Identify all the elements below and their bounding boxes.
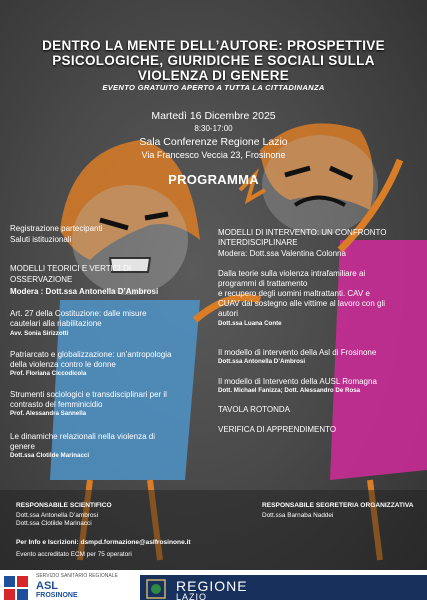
ausl-romagna-talk: Il modello di Intervento della AUSL Romagna	[218, 377, 377, 386]
event-venue: Sala Conferenze Regione Lazio	[139, 136, 288, 148]
asl-frosinone-talk: Il modello di intervento della Asl di Frosinone	[218, 348, 377, 357]
regione-emblem-icon	[146, 579, 166, 599]
asl-wordmark: ASL	[36, 580, 58, 592]
dinamiche-line-2: genere	[10, 442, 35, 451]
teorie-line-1: Dalla teorie sulla violenza intrafamiliare ai	[218, 269, 366, 278]
title-line-3: VIOLENZA DI GENERE	[137, 68, 290, 83]
strumenti-line-1: Strumenti sociologici e transdisciplinari per il	[10, 390, 167, 399]
asl-frosinone-speaker: Dott.ssa Antonella D’Ambrosi	[218, 358, 306, 365]
title-line-2: PSICOLOGICHE, GIURIDICHE E SOCIALI SULLA	[52, 53, 375, 68]
dinamiche-line-1: Le dinamiche relazionali nella violenza di	[10, 432, 155, 441]
patriarcato-speaker: Prof. Floriana Ciccodicola	[10, 370, 87, 377]
resp-scientifico-1: Dott.ssa Antonella D’ambrosi	[16, 512, 99, 519]
resp-scientifico-label: RESPONSABILE SCIENTIFICO	[16, 502, 112, 509]
tavola-rotonda: TAVOLA ROTONDA	[218, 405, 291, 414]
teorie-line-2: programmi di trattamento	[218, 279, 308, 288]
regione-wordmark: REGIONE	[176, 578, 248, 594]
teorie-line-5: autori	[218, 309, 239, 318]
registrazione: Registrazione partecipanti	[10, 224, 103, 233]
lazio-wordmark: LAZIO	[176, 592, 208, 600]
verifica-apprendimento: VERIFICA DI APPRENDIMENTO	[218, 425, 337, 434]
resp-segreteria-label: RESPONSABILE SEGRETERIA ORGANIZZATIVA	[262, 502, 414, 509]
patriarcato-line-1: Patriarcato e globalizzazione: un’antropologia	[10, 350, 172, 359]
ssr-label: SERVIZIO SANITARIO REGIONALE	[36, 573, 118, 579]
right-session-title-1: MODELLI DI INTERVENTO: UN CONFRONTO	[218, 228, 387, 237]
teorie-speaker: Dott.ssa Luana Conte	[218, 320, 282, 327]
asl-city: FROSINONE	[36, 592, 78, 599]
programma-heading: PROGRAMMA	[168, 172, 259, 187]
patriarcato-line-2: della violenza contro le donne	[10, 360, 116, 369]
art27-line-1: Art. 27 della Costituzione: dalle misure	[10, 309, 147, 318]
art27-speaker: Avv. Sonia Sirizzotti	[10, 330, 69, 337]
right-session-title-2: INTERDISCIPLINARE	[218, 238, 298, 247]
title-line-1: DENTRO LA MENTE DELL’AUTORE: PROSPETTIVE	[42, 38, 385, 53]
resp-segreteria-1: Dott.ssa Barnaba Naddei	[262, 512, 334, 519]
art27-line-2: cautelari alla riabilitazione	[10, 319, 102, 328]
event-date: Martedì 16 Dicembre 2025	[151, 110, 276, 122]
dinamiche-speaker: Dott.ssa Clotilde Marinacci	[10, 452, 90, 459]
right-moderator: Modera: Dott.ssa Valentina Colonna	[218, 249, 346, 258]
strumenti-speaker: Prof. Alessandra Sannella	[10, 410, 87, 417]
teorie-line-3: e recupero degli uomini maltrattanti. CAV e	[218, 289, 370, 298]
left-moderator: Modera : Dott.ssa Antonella D’Ambrosi	[10, 287, 159, 296]
resp-scientifico-2: Dott.ssa Clotilde Marinacci	[16, 520, 92, 527]
strumenti-line-2: contrasto del femminicidio	[10, 400, 103, 409]
info-iscrizioni: Per Info e Iscrizioni: dsmpd.formazione@aslfrosinone.it	[16, 539, 191, 546]
asl-logo-icon	[4, 576, 28, 600]
event-address: Via Francesco Veccia 23, Frosinone	[141, 150, 286, 160]
ausl-romagna-speaker: Dott. Michael Fanizza; Dott. Alessandro De Rosa	[218, 387, 361, 394]
left-session-title-2: OSSERVAZIONE	[10, 275, 73, 284]
saluti: Saluti istituzionali	[10, 235, 72, 244]
left-face	[72, 185, 188, 295]
ecm-note: Evento accreditato ECM per 75 operatori	[16, 551, 132, 558]
left-session-title-1: MODELLI TEORICI E VERTICI DI	[10, 264, 132, 273]
event-title	[14, 38, 413, 83]
event-time: 8:30-17:00	[194, 124, 233, 133]
event-subtitle: EVENTO GRATUITO APERTO A TUTTA LA CITTADINANZA	[102, 83, 325, 92]
teorie-line-4: CUAV dal sostegno alle vittime al lavoro con gli	[218, 299, 386, 308]
